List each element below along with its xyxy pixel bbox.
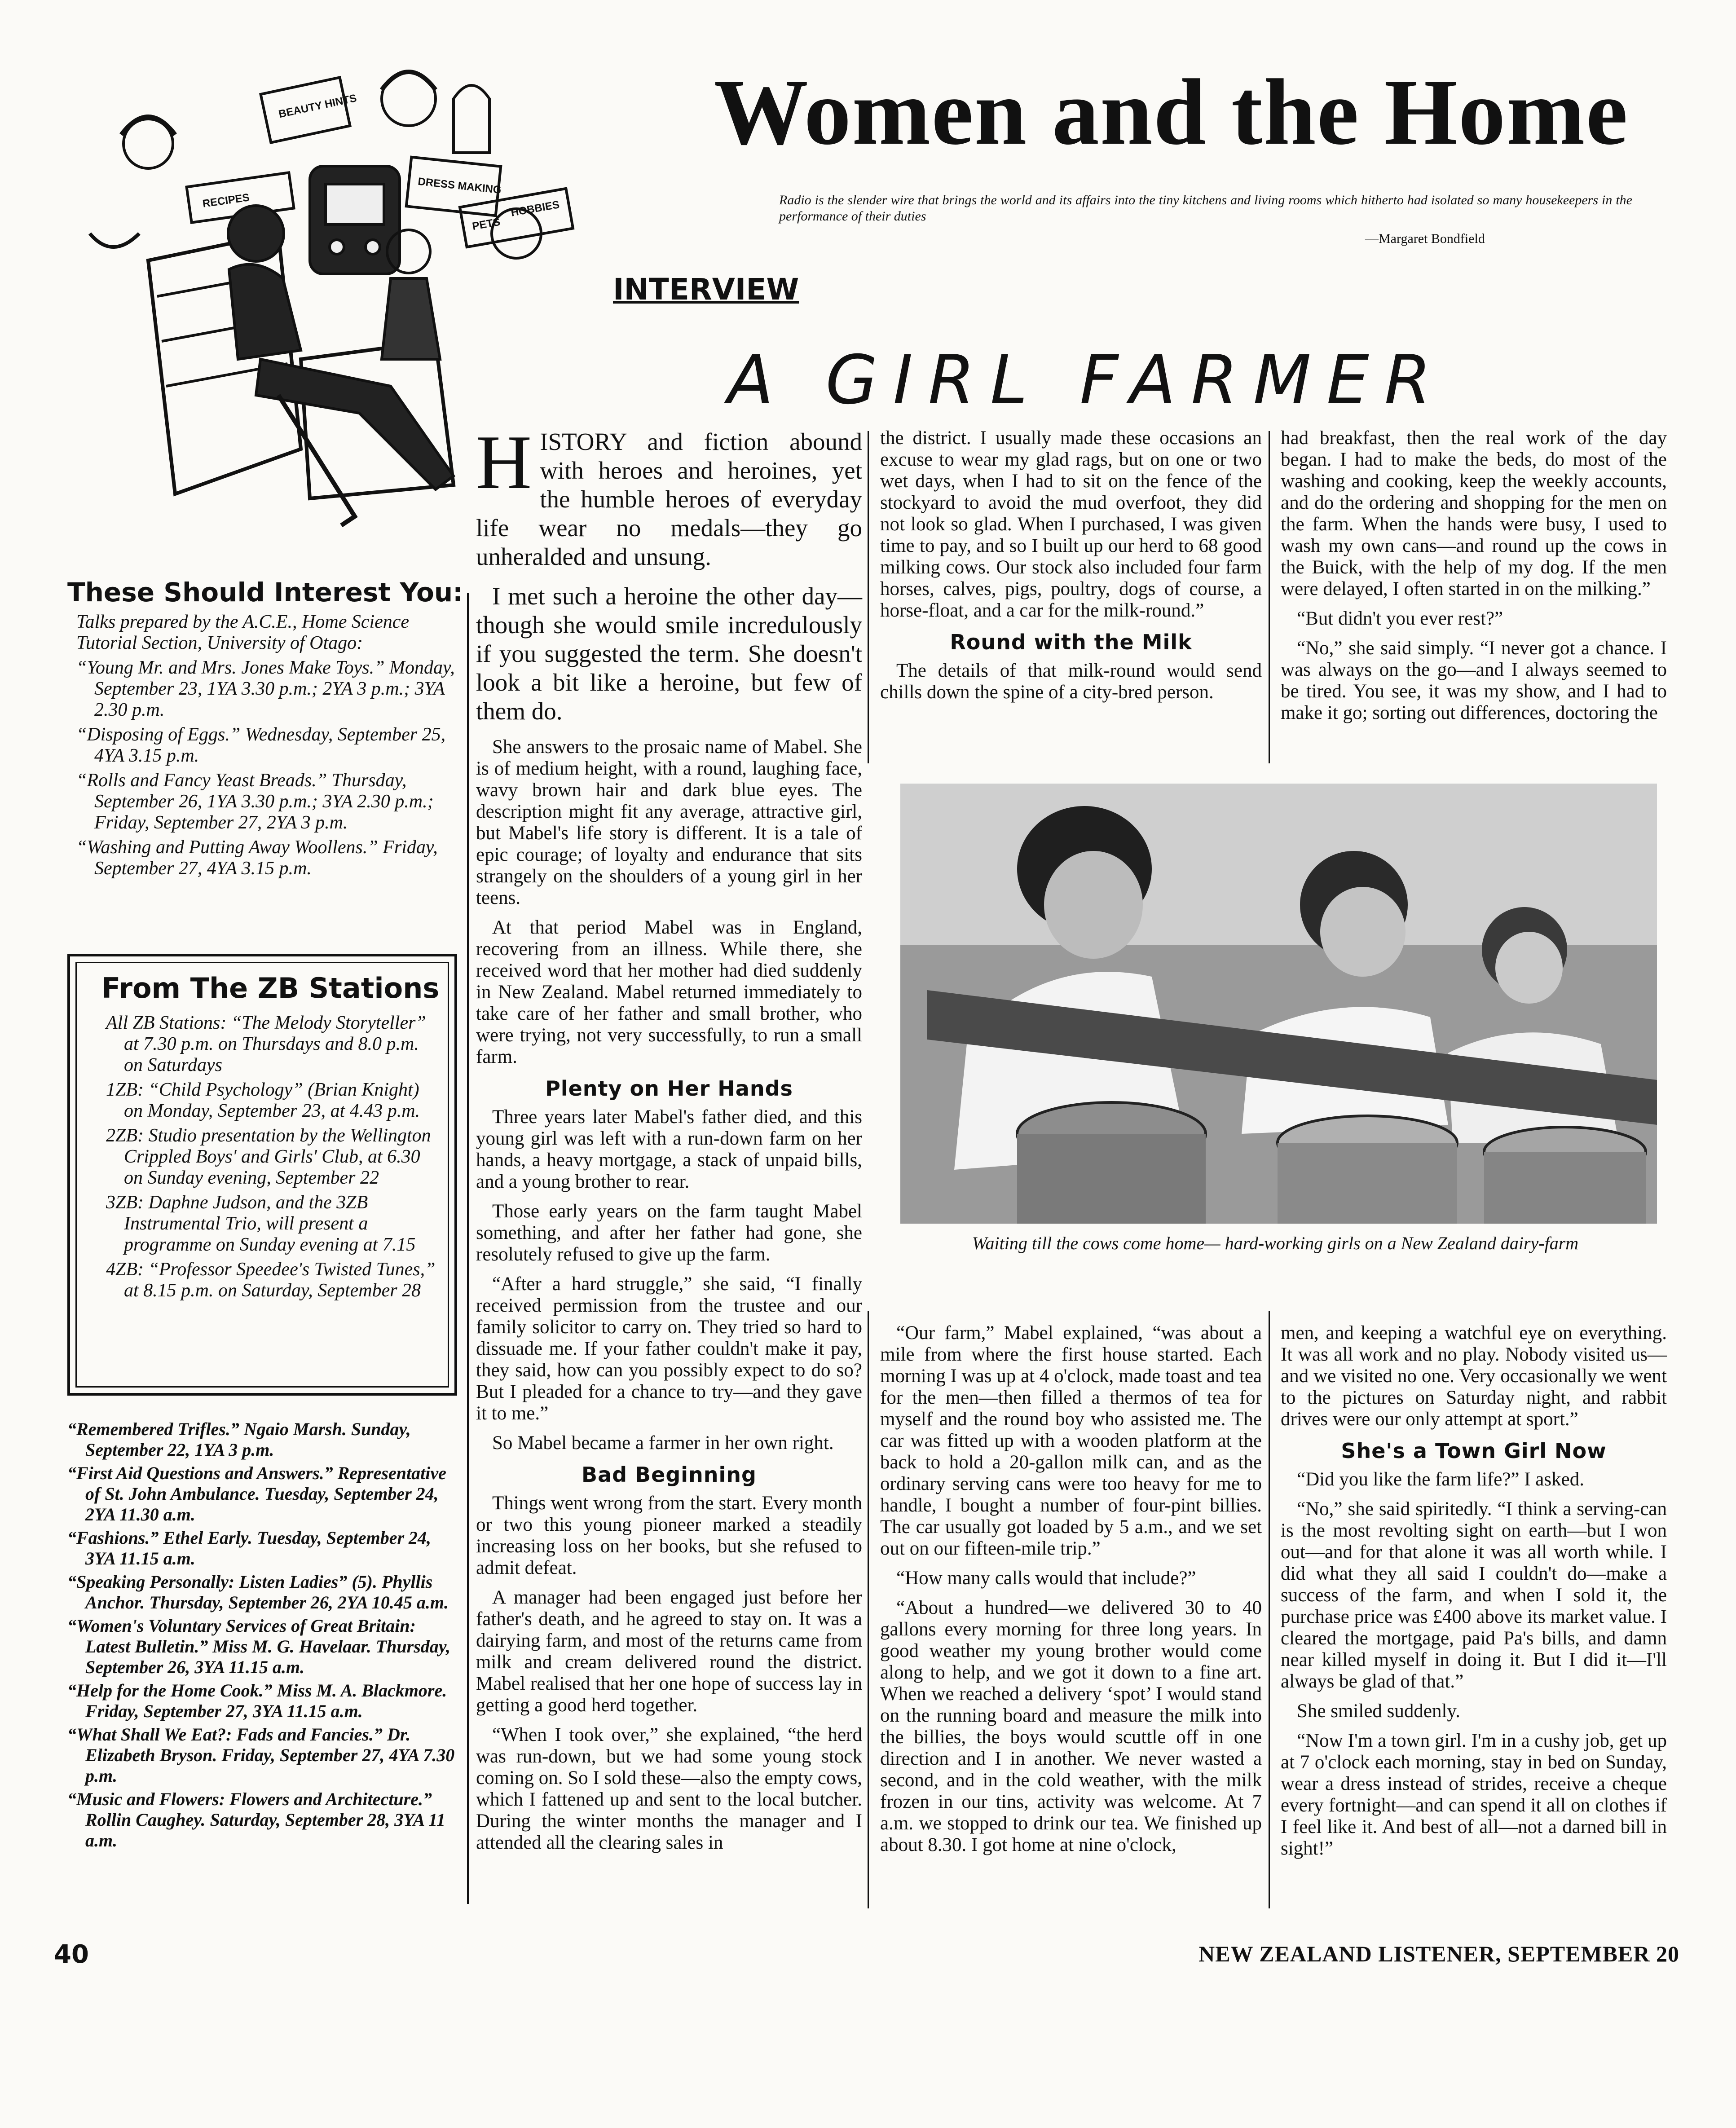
zb-item: 2ZB: Studio presentation by the Wellington Crippled Boys' and Girls' Club, at 6.30 on Sunday evening, September 22 [106, 1125, 431, 1188]
photo-scene [900, 784, 1657, 1224]
drop-cap: H [476, 420, 532, 505]
paragraph: She smiled suddenly. [1297, 1701, 1460, 1722]
zb-item: All ZB Stations: “The Melody Storyteller” at 7.30 p.m. on Thursdays and 8.0 p.m. on Saturdays [106, 1013, 426, 1075]
zb-item: 3ZB: Daphne Judson, and the 3ZB Instrumental Trio, will present a programme on Sunday evening at 7.15 [106, 1192, 416, 1255]
talk-item: “Help for the Home Cook.” Miss M. A. Blackmore. Friday, September 27, 3YA 11.15 a.m. [67, 1680, 447, 1721]
paragraph: At that period Mabel was in England, recovering from an illness. While there, she received word that her mother had died suddenly in New Zealand. Mabel returned immediately to take care of her father and small brother, who were trying, not very successfully, to run a small farm. [476, 917, 862, 1067]
paragraph: “About a hundred—we delivered 30 to 40 gallons every morning for three long years. In good weather my young brother would come along to help, and we got it down to a fine art. When we reached a delivery ‘spot’ I would stand on the running board and measure the milk into the billies, the boys would scuttle off in one direction and I in another. We never wasted a second, and in the cold weather, with the milk frozen in our tins, activity was welcome. At 7 a.m. we stopped to drink our tea. We finished up about 8.30. I got home at nine o'clock, [880, 1597, 1262, 1855]
masthead-title: Women and the Home [714, 60, 1629, 164]
zb-heading: From The ZB Stations [101, 972, 440, 1005]
paragraph: Three years later Mabel's father died, and this young girl was left with a run-down farm on her hands, a heavy mortgage, a stack of unpaid bills, and a young brother to rear. [476, 1106, 862, 1192]
quote-text: Radio is the slender wire that brings the world and its affairs into the tiny kitchens and living rooms which hitherto had isolated so many housekeepers in the performance of their duties [779, 193, 1632, 224]
beauty-hints-label: BEAUTY HINTS [277, 92, 358, 121]
talk-item: “Washing and Putting Away Woollens.” Friday, September 27, 4YA 3.15 p.m. [76, 837, 438, 879]
photo-caption [880, 1233, 1670, 1254]
talk-item: “Women's Voluntary Services of Great Britain: Latest Bulletin.” Miss M. G. Havelaar. Thursday, September 26, 3YA 11.15 a.m. [67, 1616, 451, 1677]
subheading: She's a Town Girl Now [1341, 1439, 1607, 1463]
column-rule [868, 1311, 869, 1908]
paragraph: “Our farm,” Mabel explained, “was about a mile from where the first house started. Each morning I was up at 4 o'clock, made toast and tea for the men—then filled a thermos of tea for myself and the round boy who assisted me. The car was fitted up with a wooden platform at the back to hold a 20-gallon milk can, and as the ordinary serving cans were too heavy for me to handle, I bought a number of four-pint billies. The car usually got loaded by 5 a.m., and we set out on our fifteen-mile trip.” [880, 1322, 1262, 1559]
sidebar-heading: These Should Interest You: [67, 577, 463, 608]
article-column-3-top [1281, 427, 1667, 732]
article-headline: A GIRL FARMER [727, 341, 1446, 419]
sidebar [67, 577, 463, 883]
paragraph: Things went wrong from the start. Every month or two this young pioneer marked a steadily increasing loss on her books, but she refused to admit defeat. [476, 1493, 862, 1578]
dress-making-label: DRESS MAKING [417, 175, 502, 197]
article-lead [476, 420, 862, 726]
paragraph: “No,” she said simply. “I never got a chance. I was always on the go—and I always seemed to be tired. You see, it was my show, and I had to make it go; sorting out differences, doctoring the [1281, 638, 1667, 723]
subheading: Plenty on Her Hands [545, 1076, 793, 1101]
paragraph: The details of that milk-round would send chills down the spine of a city-bred person. [880, 660, 1262, 703]
more-talks-list [67, 1419, 458, 1854]
paragraph: “No,” she said spiritedly. “I think a serving-can is the most revolting sight on earth—but I won out—and for that alone it was all worth while. I did what they all said I couldn't do—make a success of the farm, and when I sold it, the purchase price was £400 above its market value. I cleared the mortgage, paid Pa's bills, and damn near killed myself in doing it. But I did it—I'll always be glad of that.” [1281, 1498, 1667, 1692]
page-number: 40 [54, 1940, 89, 1969]
paragraph: “But didn't you ever rest?” [1297, 608, 1503, 629]
paragraph: “When I took over,” she explained, “the herd was run-down, but we had some young stock coming on. So I sold these—also the empty cows, which I fattened up and sent to the local butcher. During the winter months the manager and I attended all the clearing sales in [476, 1724, 862, 1853]
paragraph: the district. I usually made these occasions an excuse to wear my glad rags, but on one or two wet days, when I had to sit on the fence of the stockyard to avoid the mud overfoot, they did not look so glad. When I purchased, I was given time to pay, and so I built up our herd to 68 good milking cows. Our stock also included four farm horses, calves, pigs, poultry, dogs of course, a horse-float, and a car for the milk-round.” [880, 427, 1262, 621]
subheading: Bad Beginning [582, 1463, 757, 1487]
paragraph: So Mabel became a farmer in her own right. [492, 1432, 834, 1454]
talk-item: “First Aid Questions and Answers.” Representative of St. John Ambulance. Tuesday, September 24, 2YA 11.30 a.m. [67, 1463, 446, 1524]
zb-stations-box [67, 954, 457, 1396]
talk-item: “Music and Flowers: Flowers and Architecture.” Rollin Caughey. Saturday, September 28, 3YA 11 a.m. [67, 1789, 445, 1850]
zb-item: 1ZB: “Child Psychology” (Brian Knight) on Monday, September 23, at 4.43 p.m. [106, 1079, 420, 1121]
paragraph: “How many calls would that include?” [896, 1568, 1196, 1589]
paragraph: Those early years on the farm taught Mabel something, and after her father had gone, she resolutely refused to give up the farm. [476, 1201, 862, 1265]
column-rule [467, 593, 469, 1904]
article-column-3-bottom [1281, 1322, 1667, 1868]
lead-paragraph: ISTORY and fiction abound with heroes and heroines, yet the humble heroes of everyday life wear no medals—they go unheralded and unsung. [476, 428, 862, 570]
paragraph: A manager had been engaged just before her father's death, and he agreed to stay on. It was a dairying farm, and most of the returns came from milk and cream delivered round the district. Mabel realised that her one hope of success lay in getting a good herd together. [476, 1587, 862, 1716]
column-rule [868, 431, 869, 763]
talk-item: “Rolls and Fancy Yeast Breads.” Thursday, September 26, 1YA 3.30 p.m.; 3YA 2.30 p.m.; Friday, September 27, 2YA 3 p.m. [76, 770, 434, 833]
column-rule [1269, 431, 1270, 763]
paragraph: “After a hard struggle,” she said, “I finally received permission from the trustee and our family solicitor to carry on. They tried so hard to dissuade me. If your father couldn't make it pay, they said, how can you possibly expect to do so? But I pleaded for a chance to try—and they gave it to me.” [476, 1273, 862, 1424]
talk-item: “Fashions.” Ethel Early. Tuesday, September 24, 3YA 11.15 a.m. [67, 1528, 432, 1568]
talk-item: “Remembered Trifles.” Ngaio Marsh. Sunday, September 22, 1YA 3 p.m. [67, 1419, 411, 1460]
paragraph: had breakfast, then the real work of the day began. I had to make the beds, do most of the washing and cooking, keep the weekly accounts, and do the ordering and shopping for the men on the farm. When the hands were busy, I used to wash my own cans—and round up the cows in the Buick, with the help of my dog. If the men were delayed, I often started in on the milking.” [1281, 427, 1667, 599]
paragraph: men, and keeping a watchful eye on everything. It was all work and no play. Nobody visited us—and we visited no one. Very occasionally we went to the pictures on Saturday night, and rabbit drives were our only attempt at sport.” [1281, 1322, 1667, 1430]
talk-item: “Disposing of Eggs.” Wednesday, September 25, 4YA 3.15 p.m. [76, 724, 446, 766]
zb-item: 4ZB: “Professor Speedee's Twisted Tunes,” at 8.15 p.m. on Saturday, September 28 [106, 1259, 436, 1301]
dairy-farm-photo [900, 784, 1657, 1224]
quote-author: —Margaret Bondfield [1365, 231, 1485, 246]
recipes-label: RECIPES [202, 191, 251, 210]
talks-list [67, 612, 458, 879]
talk-item: “Young Mr. and Mrs. Jones Make Toys.” Monday, September 23, 1YA 3.30 p.m.; 2YA 3 p.m.; 3YA 2.30 p.m. [76, 657, 455, 720]
paragraph: “Now I'm a town girl. I'm in a cushy job, get up at 7 o'clock each morning, stay in bed on Sunday, wear a dress instead of strides, receive a cheque every fortnight—and can spend it all on clothes if I feel like it. And best of all—not a darned bill in sight!” [1281, 1730, 1667, 1859]
lead-paragraph: I met such a heroine the other day—though she would smile incredulously if you suggested the term. She doesn't look a bit like a heroine, but few of them do. [476, 582, 862, 725]
talks-intro: Talks prepared by the A.C.E., Home Science Tutorial Section, University of Otago: [76, 612, 410, 653]
article-column-2-bottom [880, 1322, 1262, 1864]
publication-footer: NEW ZEALAND LISTENER, SEPTEMBER 20 [1198, 1941, 1679, 1966]
article-kicker: INTERVIEW [613, 272, 799, 307]
pets-label: PETS [471, 216, 502, 233]
hobbies-label: HOBBIES [510, 198, 561, 219]
talk-item: “Speaking Personally: Listen Ladies” (5). Phyllis Anchor. Thursday, September 26, 2YA 10.45 a.m. [67, 1572, 449, 1613]
column-rule [1269, 1311, 1270, 1908]
subheading: Round with the Milk [950, 630, 1192, 654]
paragraph: She answers to the prosaic name of Mabel. She is of medium height, with a round, laughing face, wavy brown hair and dark blue eyes. The description might fit any average, attractive girl, but Mabel's life story is different. It is a tale of epic courage; of loyalty and endurance that sits strangely on the shoulders of a young girl in her teens. [476, 736, 862, 908]
zb-list [70, 1013, 454, 1301]
article-column-2-top [880, 427, 1262, 711]
masthead-quote [779, 192, 1632, 225]
article-column-1 [476, 420, 862, 1862]
caption-text: Waiting till the cows come home— hard-working girls on a New Zealand dairy-farm [972, 1233, 1579, 1253]
paragraph: “Did you like the farm life?” I asked. [1297, 1469, 1584, 1490]
talk-item: “What Shall We Eat?: Fads and Fancies.” Dr. Elizabeth Bryson. Friday, September 27, 4YA 7.30 p.m. [67, 1724, 455, 1786]
